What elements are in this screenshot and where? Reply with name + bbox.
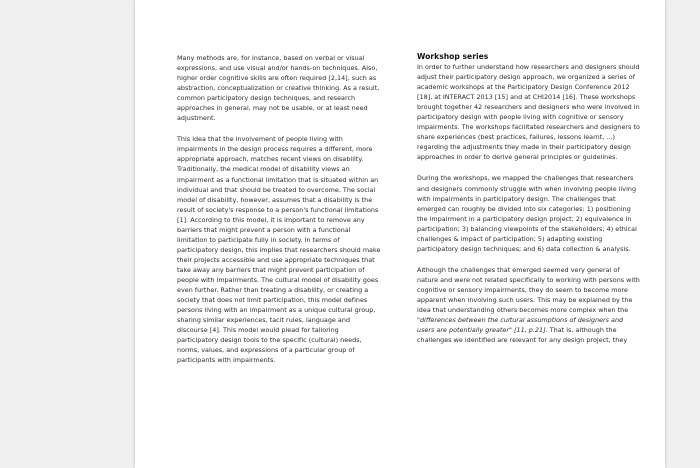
paragraph-text-end: . That is, although the challenges we identified are relevant for any design project, they bbox=[417, 326, 628, 345]
paragraph-methods: Many methods are, for instance, based on verbal or visual expressions, and use visual and/or hands-on techniques. Also, higher order cognitive skills are often required [2,14], such as abstraction, conceptualization or creative thinking. As a result, common participatory design techniques, and research approaches in general, may not be usable, or at least need adjustment. bbox=[177, 54, 380, 123]
section-heading: Workshop series bbox=[417, 52, 489, 61]
paragraph-challenges: During the workshops, we mapped the challenges that researchers and designers commonly struggle with when involving people living with impairments in participatory design. The challenges that emerged can roughly be divided into six categories: 1) positioning the impairment in a participatory design project; 2) equivalence in participation; 3) balancing viewpoints of the stakeholders; 4) ethical challenges & impact of participation; 5) adapting existing participatory design techniques; and 6) data collection & analysis. bbox=[417, 174, 637, 253]
paragraph-workshops: In order to further understand how researchers and designers should adjust their participatory design approach, we organized a series of academic workshops at the Participatory Design Conference 2012 [18], at INTERACT 2013 [15] and at CHI2014 [16]. These workshops brought together 42 researchers and designers who were involved in participatory design with people living with cognitive or sensory impairments. The workshops facilitated researchers and designers to share experiences (best practices, failures, lessons learnt, ...) regarding the adjustments they made in their participatory design approaches in order to derive general principles or guidelines. bbox=[417, 63, 640, 162]
right-column bbox=[417, 52, 642, 356]
document-page bbox=[135, 0, 665, 468]
left-column bbox=[177, 53, 382, 376]
paragraph-disability-models: This idea that the involvement of people living with impairments in the design process requires a different, more appropriate approach, matches recent views on disability. Traditionally, the medical model of disability views an impairment as a functional limitation that is situated within an individual and that should be treated to overcome. The social model of disability, however, assumes that a disability is the result of society's response to a person's functional limitations [1]. According to this model, it is important to remove any barriers that might prevent a person with a functional limitation to participate fully in society. In terms of participatory design, this implies that researchers should make their projects accessible and use appropriate techniques that take away any barriers that might prevent participation of people with impairments. The cultural model of disability goes even further. Rather than treating a disability, or creating a society that does not limit participation, this model defines persons living with an impairment as a unique cultural group, sharing similar experiences, tacit rules, language and discourse [4]. This model would plead for tailoring participatory design tools to the specific (cultural) needs, norms, values, and expressions of a particular group of participants with impairments. bbox=[177, 135, 381, 365]
paragraph-general-challenges bbox=[417, 265, 642, 345]
quoted-text: "differences between the cultural assumptions of designers and users are potentially greater" [11, p.21] bbox=[417, 316, 624, 335]
paragraph-text-start: Although the challenges that emerged seemed very general of nature and were not related specifically to working with persons with cognitive or sensory impairments, they do seem to become more apparent when involving such users. This may be explained by the idea that understanding others becomes more complex when the bbox=[417, 265, 640, 315]
